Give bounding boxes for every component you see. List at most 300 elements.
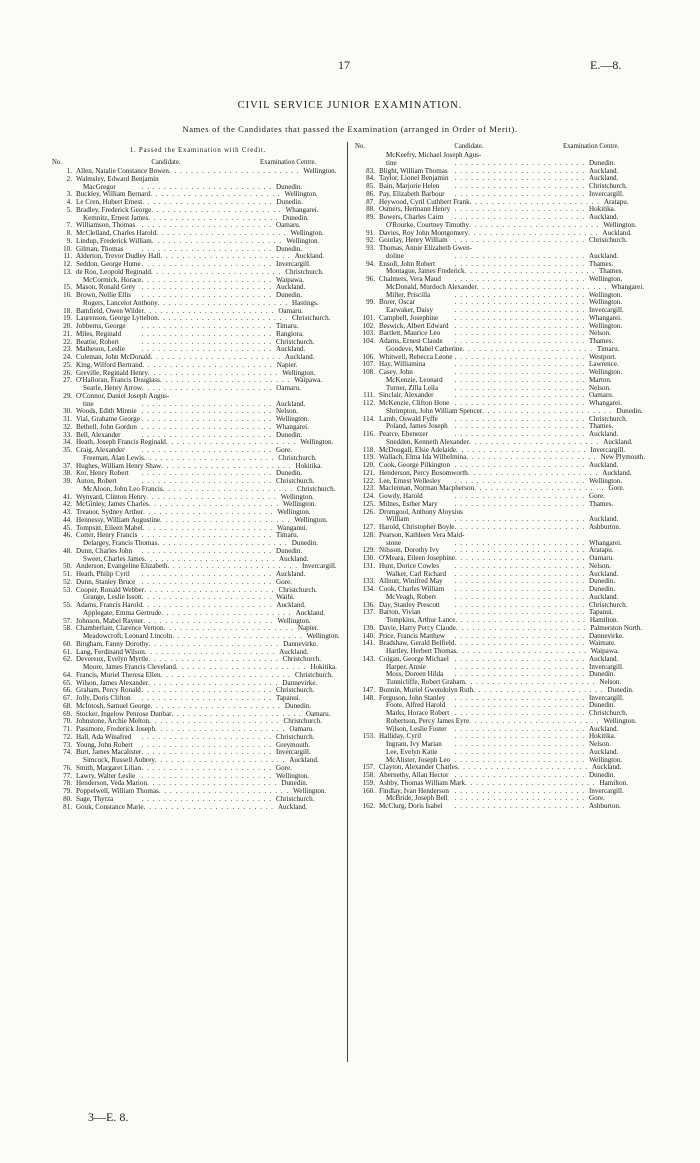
- candidate-name: Laurenson, George Lyttelton: [76, 314, 158, 323]
- candidate-number: 120.: [362, 461, 375, 469]
- candidate-name: Beswick, Albert Edward: [379, 321, 449, 330]
- candidate-name: Cooper, Ronald Webber: [76, 585, 145, 594]
- examination-centre: Waipawa.: [590, 647, 619, 655]
- leader-dots: . . . . . . . . . . . . . . . . . . . . . . . .: [141, 531, 272, 540]
- leader-dots: . . . . . . . . . . . . . . . . . . . . . . . .: [141, 399, 272, 408]
- candidate-name: Pearson, Kathleen Vera Maid-: [379, 530, 465, 539]
- candidate-name: Gilman, Thomas: [76, 244, 124, 253]
- examination-centre: Hamilton.: [589, 616, 619, 624]
- candidate-name: Francis, Muriel Theresa Ellen: [76, 670, 161, 679]
- leader-dots: . . . . . . . . . . . . . . . . . . . . . . . .: [171, 709, 302, 718]
- leader-dots: . . . . . . . . . . . . . . . . . . . . . . . .: [141, 384, 273, 392]
- examination-centre: Lawrence.: [589, 360, 619, 369]
- candidate-name: Le Cren, Hubert Ernest: [76, 198, 143, 206]
- examination-centre: Westport.: [589, 352, 617, 361]
- candidate-number: 122.: [362, 476, 375, 485]
- candidate-name: Henderson, Veda Marion: [76, 779, 147, 788]
- examination-centre: Oamaru.: [305, 709, 331, 718]
- leader-dots: . . . . . . . . . . . . . . . . . . . . . . . .: [454, 251, 585, 260]
- candidate-name: Kemnitz, Ernest James: [83, 213, 149, 222]
- examination-centre: Auckland.: [276, 570, 306, 578]
- leader-dots: . . . . . . . . . . . . . . . . . . . . . . . .: [454, 794, 585, 803]
- candidate-number: 81.: [63, 802, 72, 811]
- leader-dots: . . . . . . . . . . . . . . . . . . . . . . . .: [147, 368, 279, 377]
- candidate-number: 148.: [362, 693, 375, 702]
- candidate-number: 26.: [63, 368, 72, 377]
- candidate-number: 32.: [63, 422, 72, 431]
- candidate-name: Ingram, Ivy Marian: [386, 740, 442, 748]
- candidate-number: 102.: [362, 321, 375, 330]
- candidate-name: Marks, Horace Robert: [386, 709, 450, 717]
- candidate-name: Nilsson, Dorothy Ivy: [379, 546, 440, 555]
- candidate-name: MacGregor: [83, 182, 116, 191]
- leader-dots: . . . . . . . . . . . . . . . . . . . . . . . .: [148, 655, 279, 664]
- leader-dots: . . . . . . . . . . . . . . . . . . . . . . . .: [454, 213, 585, 221]
- leader-dots: . . . . . . . . . . . . . . . . . . . . . . . .: [454, 189, 585, 198]
- candidate-number: 77.: [63, 771, 72, 780]
- candidate-name: Bingham, Fanny Dorothy: [76, 639, 149, 648]
- leader-dots: . . . . . . . . . . . . . . . . . . . . . . . .: [141, 763, 272, 772]
- candidate-name: Lee, Evelyn Katie: [386, 747, 438, 756]
- examination-centre: Wellington.: [294, 515, 328, 524]
- examination-centre: Invercargill.: [276, 260, 311, 268]
- leader-dots: . . . . . . . . . . . . . . . . . . . . . . . .: [473, 685, 604, 694]
- candidate-number: 99.: [366, 298, 375, 307]
- examination-centre: Christchurch.: [276, 337, 315, 346]
- candidate-name: Lindup, Frederick William: [76, 236, 152, 245]
- examination-centre: Wellington.: [303, 167, 337, 175]
- leader-dots: . . . . . . . . . . . . . . . . . . . . . . . .: [141, 244, 272, 253]
- examination-centre: Christchurch.: [278, 453, 317, 462]
- examination-centre: Auckland.: [589, 747, 619, 756]
- candidate-number: 158.: [362, 771, 375, 779]
- candidate-number: 11.: [63, 252, 72, 261]
- candidate-name: Craig, Alexander: [76, 446, 125, 454]
- examination-centre: Auckland.: [276, 601, 306, 609]
- leader-dots: . . . . . . . . . . . . . . . . . . . . . . . .: [161, 608, 292, 617]
- examination-centre: Timaru.: [276, 322, 299, 330]
- candidate-number: 116.: [362, 430, 375, 438]
- leader-dots: . . . . . . . . . . . . . . . . . . . . . . . .: [467, 468, 599, 477]
- candidate-number: 104.: [362, 337, 375, 345]
- candidate-number: 29.: [63, 391, 72, 400]
- leader-dots: . . . . . . . . . . . . . . . . . . . . . . . .: [143, 508, 274, 516]
- leader-dots: . . . . . . . . . . . . . . . . . . . . . . . .: [143, 453, 275, 462]
- leader-dots: . . . . . . . . . . . . . . . . . . . . . . . .: [148, 639, 280, 648]
- candidate-number: 24.: [63, 353, 72, 361]
- candidate-name: Passmore, Frederick Joseph: [76, 725, 156, 733]
- candidate-name: Lang, Ferdinand Wilson: [76, 647, 145, 656]
- candidate-name: Findlay, Ivan Henderson: [379, 786, 449, 795]
- candidate-name: Bain, Marjorie Helen: [379, 182, 440, 190]
- examination-centre: Whangarei.: [589, 399, 622, 407]
- leader-dots: . . . . . . . . . . . . . . . . . . . . . . . .: [141, 546, 272, 555]
- candidate-name: Matheson, Leslie: [76, 345, 125, 354]
- leader-dots: . . . . . . . . . . . . . . . . . . . . . . . .: [151, 236, 283, 245]
- examination-centre: Oamaru.: [589, 391, 614, 400]
- candidate-name: Bartlett, Maurice Leo: [379, 329, 441, 338]
- candidate-name: Heath, Joseph Francis Reginald: [76, 438, 166, 447]
- examination-centre: Invercargill.: [589, 693, 624, 702]
- candidate-number: 13.: [63, 267, 72, 276]
- examination-centre: Dunedin.: [589, 701, 616, 710]
- examination-centre: Wellington.: [603, 220, 637, 229]
- candidate-number: 53.: [63, 585, 72, 594]
- leader-dots: . . . . . . . . . . . . . . . . . . . . . . . .: [469, 716, 600, 725]
- document-reference: E.—8.: [590, 58, 622, 72]
- examination-centre: Whangarei.: [611, 282, 645, 291]
- leader-dots: . . . . . . . . . . . . . . . . . . . . . . . .: [454, 670, 585, 679]
- candidate-name: Freeman, Alan Lewis: [83, 453, 144, 462]
- candidate-name: Vial, Grahame George: [76, 415, 140, 423]
- candidate-name: Lee, Ernest Wellesley: [379, 476, 441, 485]
- leader-dots: . . . . . . . . . . . . . . . . . . . . . . . .: [141, 570, 272, 578]
- candidate-name: McAlister, Joseph Leo: [386, 755, 451, 764]
- examination-centre: Auckland.: [276, 283, 306, 292]
- leader-dots: . . . . . . . . . . . . . . . . . . . . . . . .: [454, 414, 585, 423]
- candidate-number: 83.: [366, 166, 375, 175]
- leader-dots: . . . . . . . . . . . . . . . . . . . . . . . .: [143, 802, 274, 811]
- candidate-number: 31.: [63, 415, 72, 423]
- leader-dots: . . . . . . . . . . . . . . . . . . . . . . . .: [454, 492, 585, 500]
- candidate-number: 153.: [362, 732, 375, 741]
- examination-centre: Timaru.: [596, 344, 620, 353]
- candidate-name: Simcock, Russell Aubrey: [83, 756, 155, 764]
- leader-dots: . . . . . . . . . . . . . . . . . . . . . . . .: [454, 693, 585, 702]
- examination-centre: Nelson.: [589, 329, 611, 338]
- candidate-name: Coleman, John McDonald: [76, 353, 151, 361]
- leader-dots: . . . . . . . . . . . . . . . . . . . . . . . .: [454, 383, 585, 392]
- candidate-number: [355, 664, 378, 672]
- leader-dots: . . . . . . . . . . . . . . . . . . . . . . . .: [162, 484, 293, 493]
- candidate-number: [355, 671, 378, 679]
- candidate-name: Lamb, Oswald Fyffe: [379, 414, 438, 423]
- examination-centre: Dannevirke.: [283, 639, 318, 648]
- document-title: CIVIL SERVICE JUNIOR EXAMINATION.: [237, 100, 463, 111]
- leader-dots: . . . . . . . . . . . . . . . . . . . . . . . .: [157, 298, 289, 307]
- examination-centre: Oamaru.: [589, 554, 614, 562]
- candidate-name: Auton, Robert: [76, 477, 117, 485]
- leader-dots: . . . . . . . . . . . . . . . . . . . . . . . .: [454, 577, 585, 586]
- footer-reference: 3—E. 8.: [88, 1110, 129, 1124]
- candidate-name: Young, John Robert: [76, 740, 133, 749]
- candidate-number: 91.: [366, 228, 375, 237]
- candidate-name: Wilson, Leslie Foster: [386, 724, 447, 733]
- candidate-number: 20.: [63, 322, 72, 330]
- candidate-number: 123.: [362, 484, 375, 493]
- candidate-name: Rogers, Lancelot Anthony: [83, 298, 158, 307]
- candidate-name: Miles, Reginald: [76, 329, 122, 338]
- candidate-name: McDougall, Elsie Adelaide: [379, 445, 457, 454]
- leader-dots: . . . . . . . . . . . . . . . . . . . . . . . .: [454, 585, 585, 593]
- candidate-name: Grange, Leslie Issott: [83, 593, 142, 602]
- candidate-number: 35.: [63, 446, 72, 454]
- examination-centre: Thames.: [598, 267, 624, 276]
- leader-dots: . . . . . . . . . . . . . . . . . . . . . . . .: [454, 701, 585, 710]
- leader-dots: . . . . . . . . . . . . . . . . . . . . . . . .: [454, 461, 585, 469]
- examination-centre: Oamaru.: [278, 306, 303, 315]
- leader-dots: . . . . . . . . . . . . . . . . . . . . . . . .: [161, 461, 292, 470]
- leader-dots: . . . . . . . . . . . . . . . . . . . . . . . .: [175, 663, 307, 671]
- leader-dots: . . . . . . . . . . . . . . . . . . . . . . . .: [454, 639, 585, 648]
- examination-centre: Dunedin.: [276, 182, 303, 191]
- candidate-number: 88.: [366, 205, 375, 214]
- candidate-number: 22.: [63, 337, 72, 346]
- right-column: [355, 143, 665, 811]
- examination-centre: Wellington.: [284, 190, 318, 199]
- examination-centre: Auckland.: [276, 399, 306, 408]
- candidate-name: Johnstone, Archie Melton: [76, 717, 150, 726]
- leader-dots: . . . . . . . . . . . . . . . . . . . . . . . .: [454, 306, 585, 314]
- leader-dots: . . . . . . . . . . . . . . . . . . . . . . . .: [160, 670, 291, 679]
- leader-dots: . . . . . . . . . . . . . . . . . . . . . . . .: [454, 724, 585, 733]
- candidate-name: Jobberns, George: [76, 322, 126, 330]
- leader-dots: . . . . . . . . . . . . . . . . . . . . . . . .: [151, 205, 282, 214]
- candidate-name: Cook, George Pilkington: [379, 461, 451, 469]
- candidate-number: 25.: [63, 360, 72, 369]
- candidate-number: 15.: [63, 283, 72, 292]
- candidate-number: 111.: [363, 391, 375, 400]
- page-number: 17: [338, 58, 350, 72]
- candidate-name: Robertson, Percy James Eyre: [386, 716, 470, 725]
- candidate-number: 86.: [366, 189, 375, 198]
- examination-centre: Nelson.: [599, 678, 622, 686]
- candidate-name: Wynyard, Clinton Henry: [76, 492, 147, 501]
- leader-dots: . . . . . . . . . . . . . . . . . . . . . . . .: [456, 647, 587, 655]
- candidate-name: Johnson, Mabel Rayner: [76, 616, 144, 625]
- examination-centre: Gore.: [608, 484, 625, 493]
- section-heading: 1. Passed the Examination with Credit.: [129, 147, 267, 154]
- candidate-name: Gowdy, Harold: [379, 492, 423, 500]
- candidate-number: 121.: [362, 468, 375, 477]
- candidate-name: Tompsitt, Eileen Mabel: [76, 523, 143, 532]
- candidate-number: 58.: [63, 624, 72, 633]
- candidate-name: McClurg, Doris Isabel: [379, 802, 443, 810]
- leader-dots: . . . . . . . . . . . . . . . . . . . . . . . .: [454, 569, 585, 578]
- leader-dots: . . . . . . . . . . . . . . . . . . . . . . . .: [141, 748, 272, 757]
- candidate-name: Heath, Philip Cyril: [76, 570, 130, 578]
- leader-dots: . . . . . . . . . . . . . . . . . . . . . . . .: [454, 523, 585, 531]
- candidate-name: Day, Stanley Prescott: [379, 600, 440, 609]
- examination-centre: Invercargill.: [301, 562, 337, 571]
- candidate-name: Casey, John: [379, 368, 413, 376]
- examination-centre: Wellington.: [282, 368, 316, 377]
- examination-centre: Hokitika.: [295, 461, 323, 470]
- candidate-number: 136.: [362, 600, 375, 609]
- candidate-number: 139.: [362, 623, 375, 632]
- leader-dots: . . . . . . . . . . . . . . . . . . . . . . . .: [141, 446, 272, 454]
- candidate-number: 118.: [362, 445, 375, 454]
- leader-dots: . . . . . . . . . . . . . . . . . . . . . . . .: [454, 352, 585, 361]
- leader-dots: . . . . . . . . . . . . . . . . . . . . . . . .: [141, 291, 272, 299]
- leader-dots: . . . . . . . . . . . . . . . . . . . . . . . .: [454, 399, 585, 407]
- leader-dots: . . . . . . . . . . . . . . . . . . . . . . . .: [454, 430, 585, 438]
- candidate-number: [355, 741, 378, 749]
- candidate-number: 80.: [63, 794, 72, 803]
- candidate-number: 128.: [362, 530, 375, 539]
- candidate-name: Barton, Vivian: [379, 608, 421, 617]
- candidate-name: de Roo, Leopold Reginald: [76, 267, 151, 276]
- leader-dots: . . . . . . . . . . . . . . . . . . . . . . . .: [155, 725, 286, 733]
- candidate-number: 4.: [66, 198, 72, 206]
- candidate-number: 89.: [366, 213, 375, 221]
- examination-centre: Wanganui.: [277, 523, 308, 532]
- candidate-name: tine: [83, 399, 94, 408]
- candidate-name: Whitwell, Rebecca Leone: [379, 352, 453, 361]
- candidate-number: 2.: [66, 174, 72, 183]
- leader-dots: . . . . . . . . . . . . . . . . . . . . . . . .: [141, 260, 272, 268]
- leader-dots: . . . . . . . . . . . . . . . . . . . . . . . .: [465, 778, 596, 787]
- candidate-name: Anderson, Evangeline Elizabeth: [76, 562, 168, 571]
- examination-centre: Oamaru.: [276, 221, 301, 230]
- examination-centre: Dunedin.: [276, 469, 303, 478]
- leader-dots: . . . . . . . . . . . . . . . . . . . . . . . .: [454, 368, 585, 376]
- candidate-number: 27.: [63, 376, 72, 385]
- candidate-name: Halliday, Cyril: [379, 732, 422, 741]
- leader-dots: . . . . . . . . . . . . . . . . . . . . . . . .: [143, 306, 275, 315]
- candidate-name: Buckley, William Bernard: [76, 190, 151, 199]
- leader-dots: . . . . . . . . . . . . . . . . . . . . . . . .: [148, 500, 279, 509]
- candidate-number: 76.: [63, 763, 72, 772]
- candidate-number: 129.: [362, 546, 375, 555]
- table-row: [355, 803, 665, 811]
- candidate-number: 141.: [362, 639, 375, 648]
- leader-dots: . . . . . . . . . . . . . . . . . . . . . . . .: [454, 166, 585, 175]
- candidate-name: Miller, Priscilla: [386, 290, 431, 299]
- candidate-name: Meadowcroft, Leonard Lincoln: [83, 632, 173, 640]
- candidate-number: 21.: [63, 329, 72, 338]
- examination-centre: Wellington.: [283, 500, 317, 509]
- examination-centre: Christchurch.: [282, 655, 322, 664]
- examination-centre: Christchurch.: [589, 600, 628, 609]
- examination-centre: Hastings.: [292, 298, 319, 307]
- left-candidate-list: [52, 168, 344, 811]
- candidate-number: 1.: [66, 167, 72, 175]
- candidate-name: Adams, Francis Harold: [76, 601, 142, 609]
- candidate-name: Harold, Christopher Boyle: [379, 523, 455, 531]
- candidate-name: Thomas, Annie Elizabeth Gwen-: [379, 244, 472, 252]
- candidate-number: 112.: [362, 399, 375, 407]
- candidate-name: Blight, William Thomas: [379, 166, 448, 175]
- column-divider: [347, 142, 348, 1062]
- examination-centre: Whangarei.: [276, 422, 309, 431]
- leader-dots: . . . . . . . . . . . . . . . . . . . . . . . .: [454, 515, 585, 524]
- leader-dots: . . . . . . . . . . . . . . . . . . . . . . . .: [157, 539, 288, 547]
- leader-dots: . . . . . . . . . . . . . . . . . . . . . . . .: [454, 499, 585, 508]
- candidate-name: McKenzie, Clifton Hone: [379, 399, 450, 407]
- examination-centre: New Plymouth.: [600, 453, 646, 462]
- leader-dots: . . . . . . . . . . . . . . . . . . . . . . . .: [141, 322, 272, 330]
- candidate-name: Bethell, John Gordon: [76, 422, 137, 431]
- candidate-name: Ashby, Thomas William Mark: [379, 778, 466, 787]
- header-candidate: Candidate.: [151, 159, 181, 166]
- candidate-number: 39.: [63, 477, 72, 485]
- candidate-name: Williamson, Thomas: [76, 221, 136, 230]
- leader-dots: . . . . . . . . . . . . . . . . . . . . . . . .: [141, 430, 272, 439]
- leader-dots: . . . . . . . . . . . . . . . . . . . . . . . .: [454, 298, 585, 307]
- candidate-number: 38.: [63, 469, 72, 478]
- examination-centre: Dunedin.: [284, 701, 312, 710]
- candidate-name: Davie, Harry Percy Claude: [379, 623, 456, 632]
- leader-dots: . . . . . . . . . . . . . . . . . . . . . . . .: [172, 632, 303, 640]
- examination-centre: Dunedin.: [616, 406, 643, 415]
- candidate-name: Alderton, Trevor Dudley Hall: [76, 252, 161, 261]
- examination-centre: Gore.: [276, 763, 292, 772]
- examination-centre: Tapanui.: [276, 694, 301, 702]
- examination-centre: Auckland.: [603, 437, 633, 446]
- examination-centre: Invercargill.: [589, 786, 624, 795]
- examination-centre: Dunedin.: [607, 685, 634, 694]
- candidate-number: 114.: [362, 414, 375, 423]
- candidate-name: Beattie, Robert: [76, 337, 119, 346]
- leader-dots: . . . . . . . . . . . . . . . . . . . . . . . .: [150, 267, 282, 276]
- candidate-number: 3.: [66, 190, 72, 199]
- examination-centre: Waimate.: [589, 639, 616, 648]
- candidate-number: 57.: [63, 616, 72, 625]
- examination-centre: Auckland.: [589, 174, 619, 183]
- candidate-name: Wallach, Elma Ida Wilhelmina: [379, 453, 467, 462]
- header-no: No.: [52, 159, 63, 166]
- candidate-name: Gouk, Constance Marie: [76, 802, 144, 811]
- examination-centre: Dunedin.: [589, 585, 616, 593]
- candidate-name: Jolly, Doris Clifton: [76, 694, 131, 702]
- leader-dots: . . . . . . . . . . . . . . . . . . . . . . . .: [469, 197, 600, 206]
- candidate-name: O'Rourke, Courtney Timothy: [386, 220, 470, 229]
- examination-centre: Auckland.: [277, 802, 308, 811]
- candidate-number: 87.: [366, 197, 375, 206]
- candidate-number: 41.: [63, 492, 72, 501]
- leader-dots: . . . . . . . . . . . . . . . . . . . . . . . .: [141, 477, 272, 485]
- candidate-number: 130.: [362, 554, 375, 562]
- leader-dots: . . . . . . . . . . . . . . . . . . . . . . . .: [468, 228, 599, 237]
- examination-centre: Wellington.: [276, 415, 310, 423]
- candidate-number: 43.: [63, 508, 72, 516]
- examination-centre: Waipawa.: [294, 376, 323, 385]
- leader-dots: . . . . . . . . . . . . . . . . . . . . . . . .: [454, 755, 585, 764]
- candidate-name: Walmsley, Edward Benjamin: [76, 174, 159, 183]
- candidate-name: O'Halloran, Francis Douglass: [76, 376, 160, 385]
- leader-dots: . . . . . . . . . . . . . . . . . . . . . . . .: [141, 415, 272, 423]
- examination-centre: Aratapu.: [589, 546, 614, 555]
- examination-centre: Wellington.: [276, 771, 310, 780]
- examination-centre: Gore.: [589, 492, 605, 500]
- examination-centre: Oamaru.: [289, 725, 314, 733]
- candidate-number: 12.: [63, 260, 72, 268]
- candidate-number: 127.: [362, 523, 375, 531]
- candidate-number: [355, 718, 378, 726]
- candidate-name: Osmers, Hermann Henry: [379, 205, 451, 214]
- candidate-number: 10.: [63, 244, 72, 253]
- examination-centre: Christchurch.: [276, 686, 315, 695]
- leader-dots: . . . . . . . . . . . . . . . . . . . . . . . .: [141, 337, 272, 346]
- leader-dots: . . . . . . . . . . . . . . . . . . . . . . . .: [141, 686, 272, 695]
- candidate-name: Henderson, Percy Bosomworth: [379, 468, 468, 477]
- candidate-name: Woods, Edith Minnie: [76, 407, 137, 416]
- leader-dots: . . . . . . . . . . . . . . . . . . . . . . . .: [141, 694, 272, 702]
- candidate-name: Moss, Doreen Hilda: [386, 670, 444, 679]
- candidate-number: 74.: [63, 748, 72, 757]
- leader-dots: . . . . . . . . . . . . . . . . . . . . . . . .: [454, 747, 585, 756]
- leader-dots: . . . . . . . . . . . . . . . . . . . . . . . .: [160, 515, 291, 524]
- leader-dots: . . . . . . . . . . . . . . . . . . . . . . . .: [454, 313, 585, 322]
- candidate-name: McDonald, Murdoch Alexander: [386, 282, 477, 291]
- leader-dots: . . . . . . . . . . . . . . . . . . . . . . . .: [468, 437, 600, 446]
- candidate-number: 159.: [362, 778, 375, 787]
- leader-dots: . . . . . . . . . . . . . . . . . . . . . . . .: [456, 445, 587, 454]
- candidate-name: Campbell, Josephine: [379, 313, 439, 322]
- candidate-number: 131.: [362, 561, 375, 570]
- candidate-name: Ferguson, John Stanley: [379, 693, 446, 702]
